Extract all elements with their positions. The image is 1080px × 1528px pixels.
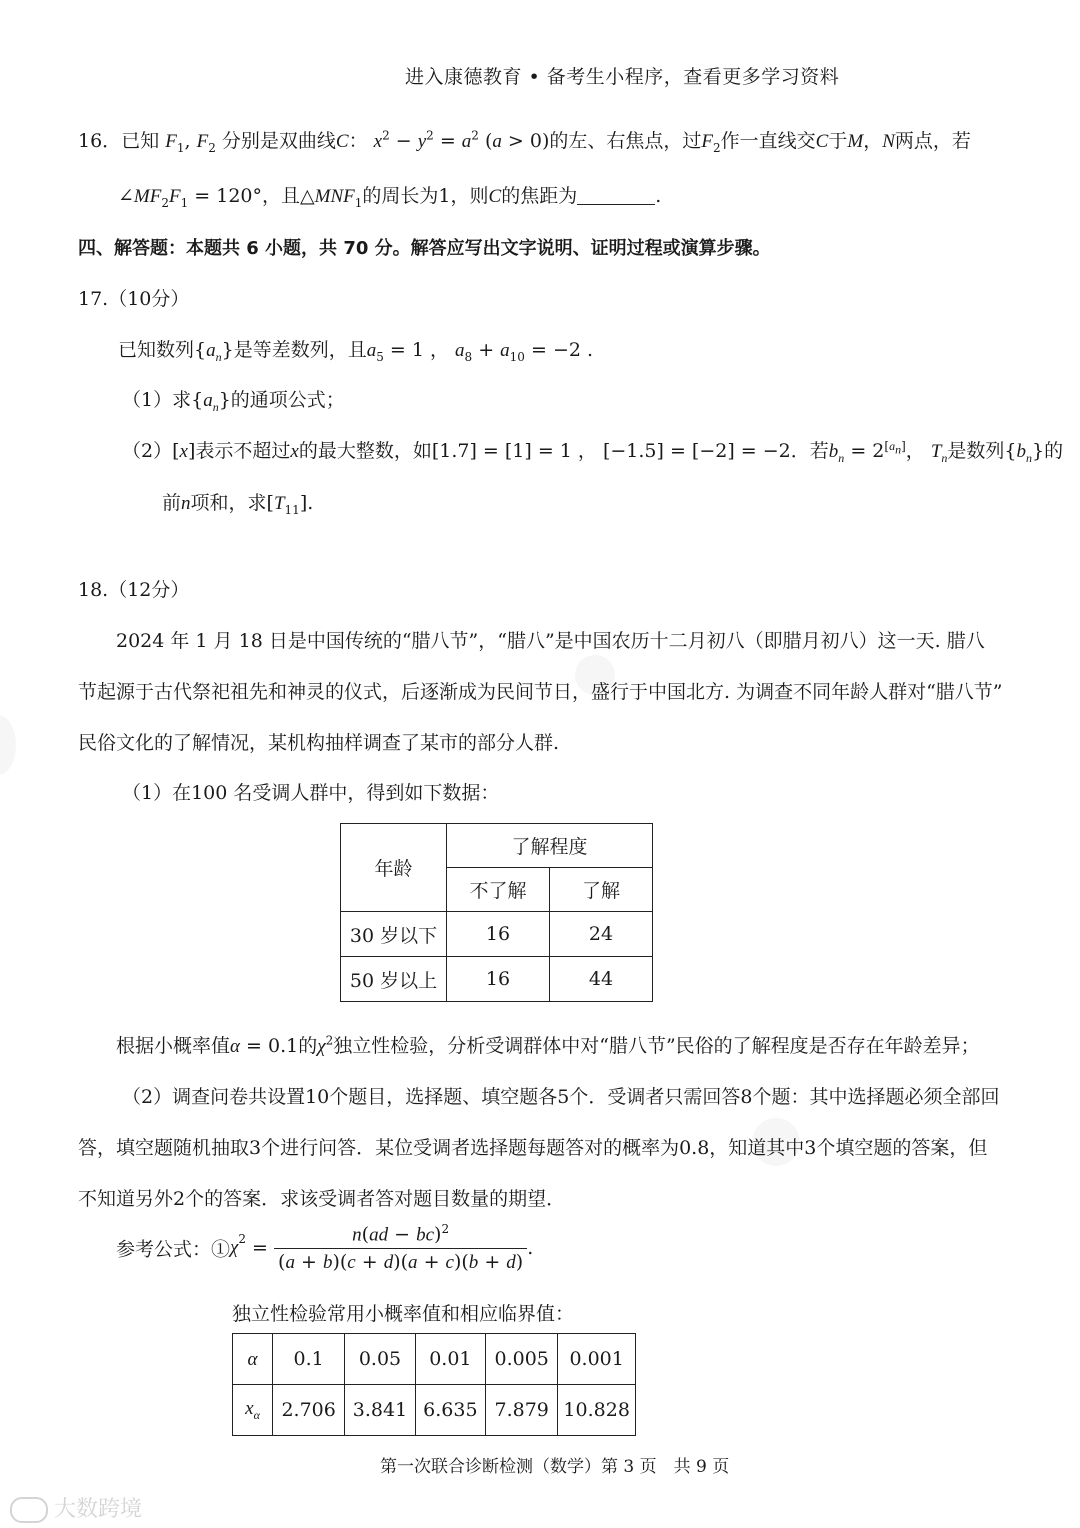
col-not-aware: 不了解	[447, 868, 550, 912]
x-alpha-label: $x_\alpha$	[233, 1385, 273, 1436]
page-footer: 第一次联合诊断检测（数学）第 3 页 共 9 页	[380, 1457, 730, 1477]
question-17-part-2-line-2: 前n项和，求$[T_{11}]$.	[162, 492, 314, 517]
reference-formula: 参考公式：$①\chi^2$ = $\frac{n(ad - bc)^2}{(a + b)(c + d)(a + c)(b + d)}$ .	[116, 1222, 534, 1274]
question-17-part-1: （1）求$\{a_n\}$的通项公式；	[122, 389, 345, 414]
question-18-part-2-line-2: 答，填空题随机抽取3个进行问答．某位受调者选择题每题答对的概率为0.8，知道其中3个填空题的答案，但	[78, 1137, 988, 1159]
question-18-test-instruction: 根据小概率值α = 0.1的$\chi^2$独立性检验，分析受调群体中对“腊八节”民俗的了解程度是否存在年龄差异；	[116, 1033, 980, 1057]
section-title: 四、解答题：本题共 6 小题，共 70 分。解答应写出文字说明、证明过程或演算步骤。	[78, 238, 771, 259]
critical-values-table: α 0.1 0.05 0.01 0.005 0.001 $x_\alpha$ 2.706 3.841 6.635 7.879 10.828	[232, 1333, 636, 1436]
question-18-part-2-line-1: （2）调查问卷共设置10个题目，选择题、填空题各5个．受调者只需回答8个题：其中选择题必须全部回	[122, 1086, 1000, 1108]
survey-contingency-table	[340, 823, 653, 1002]
promo-header: 进入康德教育 • 备考生小程序，查看更多学习资料	[405, 66, 840, 88]
question-17-stem: 已知数列$\{a_n\}$是等差数列，且$a_5 = 1$ ， $a_8 + a_{10} = -2$ .	[118, 339, 594, 364]
question-number: 16．	[78, 130, 122, 152]
question-18-part-1: （1）在100 名受调人群中，得到如下数据：	[122, 782, 500, 804]
question-18-intro-line-2: 节起源于古代祭祀祖先和神灵的仪式，后逐渐成为民间节日，盛行于中国北方. 为调查不同年龄人群对“腊八节”	[78, 681, 1003, 703]
table-row: 50 岁以上 16 44	[341, 957, 653, 1002]
question-16-line-2: $\angle MF_2F_1 = 120^\circ$，且$\triangle MNF_1$的周长为1，则C的焦距为 .	[118, 185, 662, 210]
answer-blank	[577, 204, 655, 205]
critical-values-caption: 独立性检验常用小概率值和相应临界值：	[232, 1303, 575, 1325]
question-18-intro-line-3: 民俗文化的了解情况，某机构抽样调查了某市的部分人群.	[78, 732, 560, 754]
question-16-line-1: 16．已知 $F_1$, $F_2$ 分别是双曲线C： $x^2 - y^2 = a^2$ (a > 0)的左、右焦点，过$F_2$作一直线交C于M，N两点，若	[78, 128, 971, 155]
question-17-header: 17.（10分）	[78, 288, 190, 310]
alpha-label: α	[233, 1334, 273, 1385]
age-header: 年龄	[341, 824, 447, 912]
watermark: 大数跨境	[10, 1492, 142, 1523]
question-18-header: 18.（12分）	[78, 579, 190, 601]
awareness-header: 了解程度	[447, 824, 653, 868]
watermark-logo-icon	[10, 1497, 48, 1523]
col-aware: 了解	[550, 868, 653, 912]
question-18-part-2-line-3: 不知道另外2个的答案．求该受调者答对题目数量的期望．	[78, 1188, 566, 1210]
question-18-intro-line-1: 2024 年 1 月 18 日是中国传统的“腊八节”，“腊八”是中国农历十二月初八（即腊月初八）这一天. 腊八	[116, 630, 985, 652]
background-smudge	[0, 715, 16, 775]
question-17-part-2-line-1: （2）[x]表示不超过x的最大整数，如[1.7] = [1] = 1 ， [−1.5] = [−2] = −2．若$b_n = 2[an]$， $T_n$是数列$\{b_n\}$的	[122, 438, 1064, 465]
chi-square-fraction: $\frac{n(ad - bc)^2}{(a + b)(c + d)(a + c)(b + d)}$	[274, 1222, 527, 1274]
table-row: 30 岁以下 16 24	[341, 912, 653, 957]
